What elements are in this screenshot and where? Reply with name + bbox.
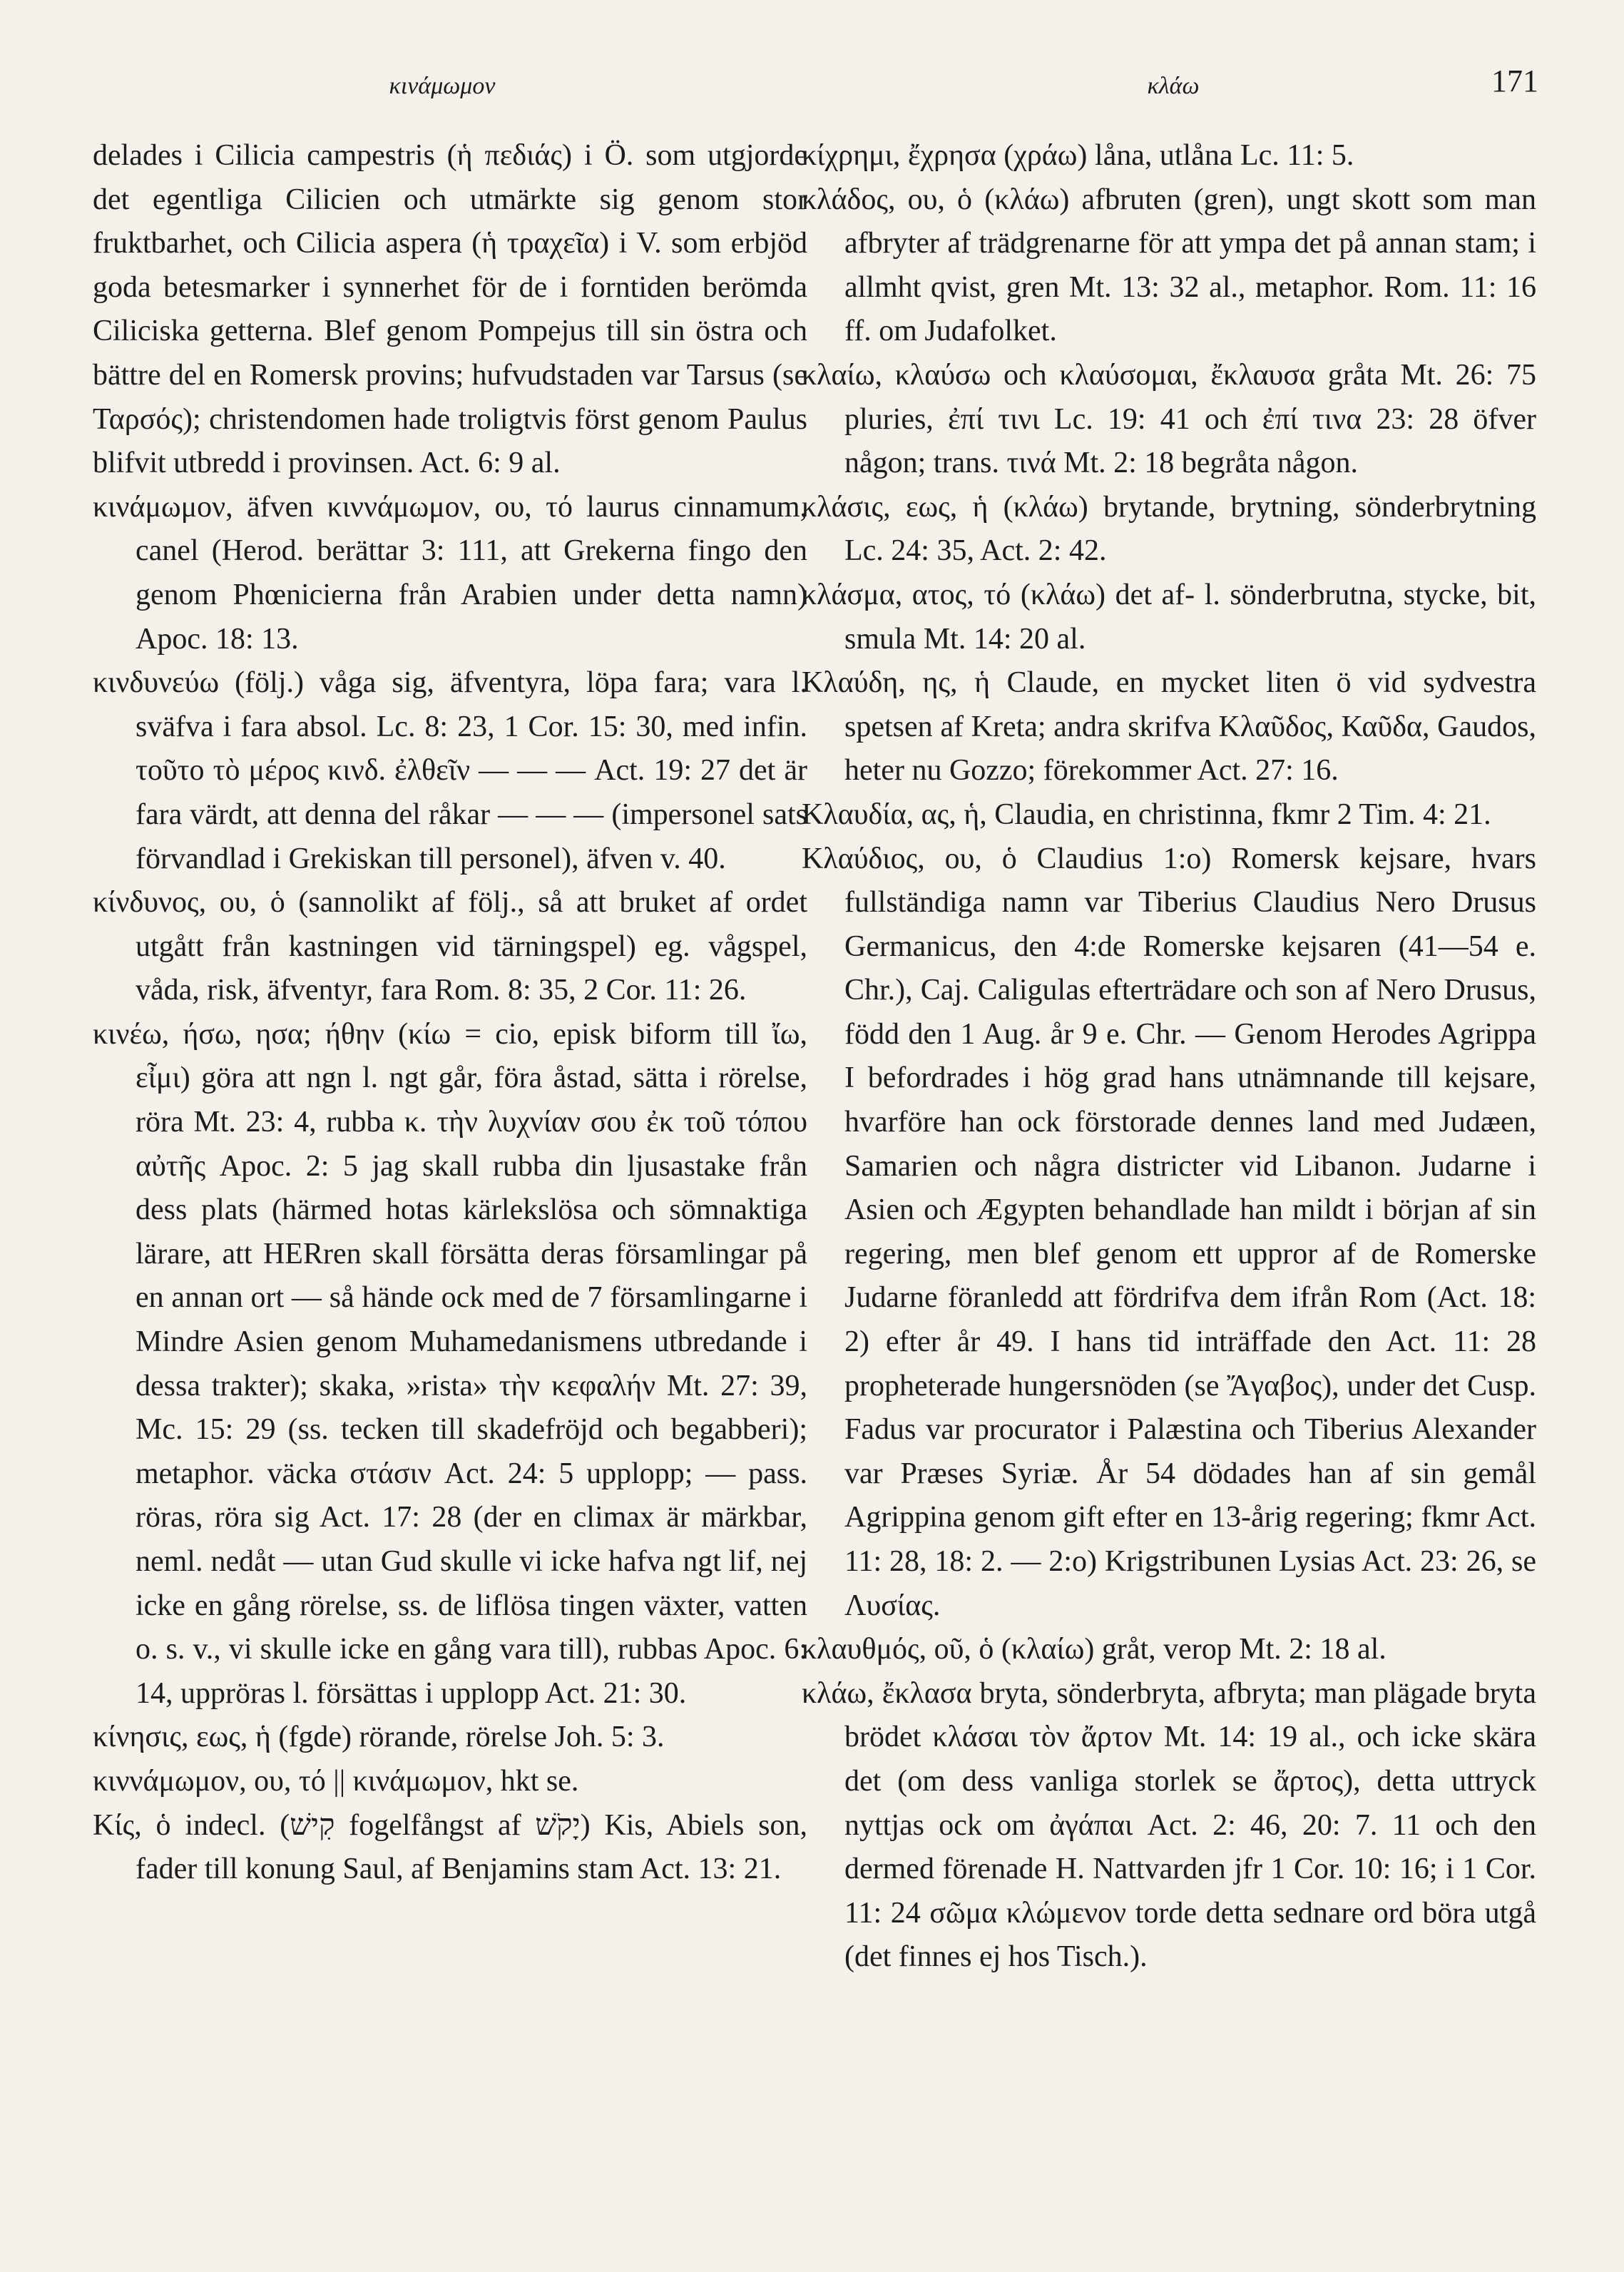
entry-klaudios: Κλαύδιος, ου, ὁ Claudius 1:o) Romersk kejsare, hvars fullständiga namn var Tiberius Claudius Nero Drusus Germanicus, den 4:de Romerske kejsaren (41—54 e. Chr.), Caj. Caligulas efterträdare och son af Nero Drusus, född den 1 Aug. år 9 e. Chr. — Genom Herodes Agrippa I befordrades i hög grad hans utnämnande till kejsare, hvarföre han ock förstorade dennes land med Judæen, Samarien och några districter vid Libanon. Judarne i Asien och Ægypten behandlade han mildt i början af sin regering, men blef genom ett uppror af de Romerske Judarne föranledd att fördrifva dem ifrån Rom (Act. 18: 2) efter år 49. I hans tid inträffade den Act. 11: 28 propheterade hungersnöden (se Ἄγαβος), under det Cusp. Fadus var procurator i Palæstina och Tiberius Alexander var Præses Syriæ. År 54 dödades han af sin gemål Agrippina genom gift efter en 13-årig regering; fkmr Act. 11: 28, 18: 2. — 2:o) Krigstribunen Lysias Act. 23: 26, se Λυσίας. <box>802 842 1536 1622</box>
header-right-title: κλάω <box>1147 73 1200 99</box>
entry-klaio: κλαίω, κλαύσω och κλαύσομαι, ἔκλαυσα gråta Mt. 26: 75 pluries, ἐπί τινι Lc. 19: 41 och ἐπί τινα 23: 28 öfver någon; trans. τινά Mt. 2: 18 begråta någon. <box>802 358 1536 480</box>
entry-kindynos: κίνδυνος, ου, ὁ (sannolikt af följ., så att bruket af ordet utgått från kastningen vid tärningspel) eg. vågspel, våda, risk, äfventyr, fara Rom. 8: 35, 2 Cor. 11: 26. <box>93 886 807 1007</box>
entry-kis: Κίς, ὁ indecl. (קִישׁ fogelfångst af יָקֹשׁ) Kis, Abiels son, fader till konung Saul, af Benjamins stam Act. 13: 21. <box>93 1808 807 1886</box>
entry-klasis: κλάσις, εως, ἡ (κλάω) brytande, brytning, sönderbrytning Lc. 24: 35, Act. 2: 42. <box>802 490 1536 568</box>
entry-klados: κλάδος, ου, ὁ (κλάω) afbruten (gren), ungt skott som man afbryter af trädgrenarne för att ympa det på annan stam; i allmht qvist, gren Mt. 13: 32 al., metaphor. Rom. 11: 16 ff. om Judafolket. <box>802 183 1536 348</box>
left-column <box>93 134 807 1892</box>
entry-kindyneuo: κινδυνεύω (följ.) våga sig, äfventyra, löpa fara; vara l. sväfva i fara absol. Lc. 8: 23, 1 Cor. 15: 30, med infin. τοῦτο τὸ μέρος κινδ. ἐλθεῖν — — — Act. 19: 27 det är fara värdt, att denna del råkar — — — (impersonel sats förvandlad i Grekiskan till personel), äfven v. 40. <box>93 666 807 875</box>
header-left-title: κινάμωμον <box>389 73 496 99</box>
entry-cilicia-continued: delades i Cilicia campestris (ἡ πεδιάς) i Ö. som utgjorde det egentliga Cilicien och utmärkte sig genom stor fruktbarhet, och Cilicia aspera (ἡ τραχεῖα) i V. som erbjöd goda betesmarker i synnerhet för de i forntiden berömda Ciliciska getterna. Blef genom Pompejus till sin östra och bättre del en Romersk provins; hufvudstaden var Tarsus (se Ταρσός); christendomen hade troligtvis först genom Paulus blifvit utbredd i provinsen. Act. 6: 9 al. <box>93 139 807 480</box>
entry-klauthmos: κλαυθμός, οῦ, ὁ (κλαίω) gråt, verop Mt. 2: 18 al. <box>802 1633 1386 1666</box>
entry-kinnamomon: κιννάμωμον, ου, τό || κινάμωμον, hkt se. <box>93 1764 579 1798</box>
entry-klaude: Κλαύδη, ης, ἡ Claude, en mycket liten ö vid sydvestra spetsen af Kreta; andra skrifva Κλαῦδος, Καῦδα, Gaudos, heter nu Gozzo; förekommer Act. 27: 16. <box>802 666 1536 788</box>
entry-kinamomon: κινάμωμον, äfven κιννάμωμον, ου, τό laurus cinnamum, canel (Herod. berättar 3: 111, att Grekerna fingo den genom Phœnicierna från Arabien under detta namn) Apoc. 18: 13. <box>93 490 807 656</box>
entry-kineo: κινέω, ήσω, ησα; ήθην (κίω = cio, episk biform till ἴω, εἶμι) göra att ngn l. ngt går, föra åstad, sätta i rörelse, röra Mt. 23: 4, rubba κ. τὴν λυχνίαν σου ἐκ τοῦ τόπου αὐτῆς Apoc. 2: 5 jag skall rubba din ljusastake från dess plats (härmed hotas kärlekslösa och sömnaktiga lärare, att HERren skall försätta deras församlingar på en annan ort — så hände ock med de 7 församlingarne i Mindre Asien genom Muhamedanismens utbredande i dessa trakter); skaka, »rista» τὴν κεφαλήν Mt. 27: 39, Mc. 15: 29 (ss. tecken till skadefröjd och begabberi); metaphor. väcka στάσιν Act. 24: 5 upplopp; — pass. röras, röra sig Act. 17: 28 (der en climax är märkbar, neml. nedåt — utan Gud skulle vi icke hafva ngt lif, nej icke en gång rörelse, ss. de liflösa tingen växter, vatten o. s. v., vi skulle icke en gång vara till), rubbas Apoc. 6: 14, uppröras l. försättas i upplopp Act. 21: 30. <box>93 1017 807 1710</box>
running-header <box>86 63 1538 113</box>
entry-klao: κλάω, ἔκλασα bryta, sönderbryta, afbryta; man plägade bryta brödet κλάσαι τὸν ἄρτον Mt. 14: 19 al., och icke skära det (om dess vanliga storlek se ἄρτος), detta uttryck nyttjas ock om ἀγάπαι Act. 2: 46, 20: 7. 11 och den dermed förenade H. Nattvarden jfr 1 Cor. 10: 16; i 1 Cor. 11: 24 σῶμα κλώμενον torde detta sednare ord böra utgå (det finnes ej hos Tisch.). <box>802 1676 1536 1974</box>
entry-klasma: κλάσμα, ατος, τό (κλάω) det af- l. sönderbrutna, stycke, bit, smula Mt. 14: 20 al. <box>802 578 1536 656</box>
right-column <box>802 134 1536 1980</box>
entry-kichremi: κίχρημι, ἔχρησα (χράω) låna, utlåna Lc. 11: 5. <box>802 139 1354 172</box>
page-number: 171 <box>1491 63 1538 98</box>
entry-kinesis: κίνησις, εως, ἡ (fgde) rörande, rörelse Joh. 5: 3. <box>93 1721 665 1754</box>
entry-klaudia: Κλαυδία, ας, ἡ, Claudia, en christinna, fkmr 2 Tim. 4: 21. <box>802 798 1491 831</box>
